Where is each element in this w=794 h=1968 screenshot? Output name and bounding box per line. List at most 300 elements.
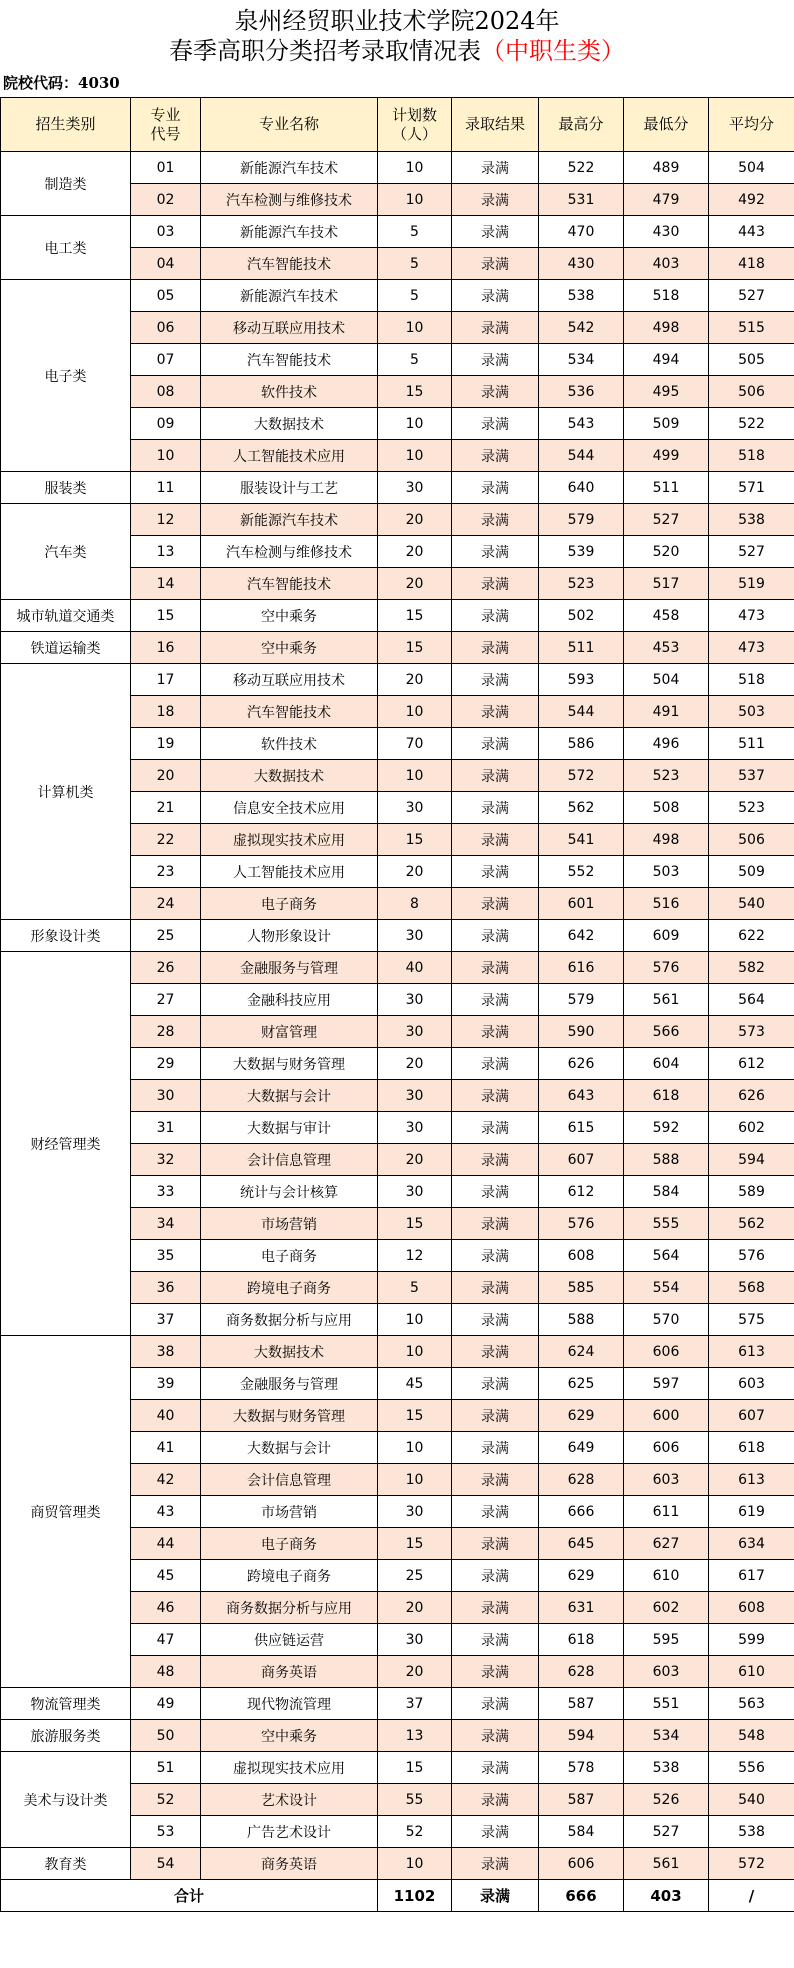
max-score: 615 [539,1112,624,1144]
avg-score: 618 [709,1432,794,1464]
admission-result: 录满 [452,1016,539,1048]
min-score: 508 [624,792,709,824]
major-code: 18 [131,696,201,728]
avg-score: 582 [709,952,794,984]
plan-count: 30 [378,984,452,1016]
major-name: 统计与会计核算 [201,1176,378,1208]
plan-count: 15 [378,1400,452,1432]
major-name: 市场营销 [201,1208,378,1240]
max-score: 607 [539,1144,624,1176]
min-score: 509 [624,408,709,440]
min-score: 561 [624,984,709,1016]
major-code: 33 [131,1176,201,1208]
major-code: 48 [131,1656,201,1688]
category-cell: 美术与设计类 [1,1752,131,1848]
avg-score: 518 [709,440,794,472]
avg-score: 622 [709,920,794,952]
major-name: 空中乘务 [201,1720,378,1752]
major-code: 28 [131,1016,201,1048]
major-name: 虚拟现实技术应用 [201,824,378,856]
avg-score: 573 [709,1016,794,1048]
plan-count: 15 [378,1752,452,1784]
major-name: 人工智能技术应用 [201,440,378,472]
plan-count: 15 [378,824,452,856]
plan-count: 5 [378,280,452,312]
title-highlight: （中职生类） [481,37,625,65]
avg-score: 602 [709,1112,794,1144]
admission-result: 录满 [452,1464,539,1496]
admission-result: 录满 [452,696,539,728]
category-cell: 制造类 [1,152,131,216]
major-name: 人工智能技术应用 [201,856,378,888]
min-score: 403 [624,248,709,280]
plan-count: 55 [378,1784,452,1816]
avg-score: 572 [709,1848,794,1880]
major-code: 07 [131,344,201,376]
plan-count: 70 [378,728,452,760]
total-avg: / [709,1880,794,1912]
plan-count: 30 [378,1016,452,1048]
avg-score: 571 [709,472,794,504]
admission-result: 录满 [452,1592,539,1624]
max-score: 538 [539,280,624,312]
table-row [1,1848,794,1880]
table-row [1,1688,794,1720]
category-cell: 财经管理类 [1,952,131,1336]
admission-result: 录满 [452,1848,539,1880]
min-score: 611 [624,1496,709,1528]
major-code: 14 [131,568,201,600]
max-score: 629 [539,1400,624,1432]
min-score: 609 [624,920,709,952]
major-name: 空中乘务 [201,632,378,664]
max-score: 586 [539,728,624,760]
major-name: 移动互联应用技术 [201,312,378,344]
max-score: 470 [539,216,624,248]
max-score: 588 [539,1304,624,1336]
plan-count: 10 [378,760,452,792]
admission-result: 录满 [452,344,539,376]
max-score: 587 [539,1784,624,1816]
admission-result: 录满 [452,216,539,248]
admission-result: 录满 [452,1496,539,1528]
max-score: 542 [539,312,624,344]
max-score: 536 [539,376,624,408]
major-code: 41 [131,1432,201,1464]
admission-result: 录满 [452,1112,539,1144]
admission-result: 录满 [452,1080,539,1112]
category-cell: 旅游服务类 [1,1720,131,1752]
category-cell: 计算机类 [1,664,131,920]
major-code: 05 [131,280,201,312]
table-row [1,952,794,984]
admission-result: 录满 [452,1784,539,1816]
plan-count: 10 [378,1336,452,1368]
admission-result: 录满 [452,888,539,920]
plan-count: 20 [378,536,452,568]
min-score: 600 [624,1400,709,1432]
max-score: 612 [539,1176,624,1208]
avg-score: 506 [709,824,794,856]
major-code: 21 [131,792,201,824]
table-row [1,632,794,664]
title-line-2 [0,36,794,66]
admission-result: 录满 [452,248,539,280]
admission-result: 录满 [452,1560,539,1592]
plan-count: 25 [378,1560,452,1592]
admission-result: 录满 [452,1144,539,1176]
major-name: 汽车智能技术 [201,696,378,728]
major-name: 会计信息管理 [201,1144,378,1176]
major-name: 汽车智能技术 [201,568,378,600]
major-name: 汽车智能技术 [201,248,378,280]
max-score: 534 [539,344,624,376]
min-score: 458 [624,600,709,632]
max-score: 522 [539,152,624,184]
table-row [1,152,794,184]
major-code: 47 [131,1624,201,1656]
total-max: 666 [539,1880,624,1912]
max-score: 430 [539,248,624,280]
major-code: 34 [131,1208,201,1240]
total-plan: 1102 [378,1880,452,1912]
min-score: 603 [624,1464,709,1496]
admission-result: 录满 [452,1432,539,1464]
major-name: 新能源汽车技术 [201,216,378,248]
title-main: 春季高职分类招考录取情况表 [169,37,481,65]
major-name: 人物形象设计 [201,920,378,952]
min-score: 453 [624,632,709,664]
plan-count: 12 [378,1240,452,1272]
plan-count: 30 [378,1496,452,1528]
avg-score: 509 [709,856,794,888]
plan-count: 15 [378,632,452,664]
plan-count: 10 [378,440,452,472]
min-score: 597 [624,1368,709,1400]
min-score: 498 [624,312,709,344]
major-code: 09 [131,408,201,440]
major-code: 43 [131,1496,201,1528]
plan-count: 5 [378,248,452,280]
admission-result: 录满 [452,1688,539,1720]
min-score: 526 [624,1784,709,1816]
plan-count: 20 [378,1592,452,1624]
admission-result: 录满 [452,760,539,792]
admission-result: 录满 [452,856,539,888]
major-name: 大数据与财务管理 [201,1400,378,1432]
avg-score: 607 [709,1400,794,1432]
major-name: 商务数据分析与应用 [201,1304,378,1336]
major-name: 电子商务 [201,1240,378,1272]
major-name: 新能源汽车技术 [201,280,378,312]
admission-result: 录满 [452,280,539,312]
major-code: 39 [131,1368,201,1400]
plan-count: 10 [378,1432,452,1464]
max-score: 511 [539,632,624,664]
major-name: 软件技术 [201,376,378,408]
max-score: 616 [539,952,624,984]
major-name: 大数据技术 [201,760,378,792]
major-code: 11 [131,472,201,504]
max-score: 572 [539,760,624,792]
major-name: 汽车检测与维修技术 [201,536,378,568]
admission-result: 录满 [452,376,539,408]
major-code: 13 [131,536,201,568]
plan-count: 30 [378,1080,452,1112]
admission-result: 录满 [452,728,539,760]
table-body [1,152,794,1880]
min-score: 516 [624,888,709,920]
avg-score: 575 [709,1304,794,1336]
min-score: 604 [624,1048,709,1080]
admission-result: 录满 [452,408,539,440]
min-score: 551 [624,1688,709,1720]
major-name: 供应链运营 [201,1624,378,1656]
min-score: 603 [624,1656,709,1688]
admission-table [0,97,794,1912]
major-name: 移动互联应用技术 [201,664,378,696]
category-cell: 电工类 [1,216,131,280]
avg-score: 617 [709,1560,794,1592]
min-score: 511 [624,472,709,504]
plan-count: 5 [378,1272,452,1304]
avg-score: 564 [709,984,794,1016]
min-score: 606 [624,1432,709,1464]
table-row [1,1720,794,1752]
avg-score: 506 [709,376,794,408]
avg-score: 418 [709,248,794,280]
admission-result: 录满 [452,1368,539,1400]
min-score: 564 [624,1240,709,1272]
major-code: 40 [131,1400,201,1432]
avg-score: 527 [709,536,794,568]
major-code: 51 [131,1752,201,1784]
header-category: 招生类别 [1,98,131,152]
admission-result: 录满 [452,824,539,856]
min-score: 479 [624,184,709,216]
major-name: 大数据技术 [201,1336,378,1368]
major-name: 跨境电子商务 [201,1560,378,1592]
avg-score: 473 [709,632,794,664]
min-score: 520 [624,536,709,568]
plan-count: 10 [378,408,452,440]
table-row [1,216,794,248]
avg-score: 613 [709,1336,794,1368]
major-name: 大数据与会计 [201,1080,378,1112]
header-code: 专业代号 [131,98,201,152]
admission-result: 录满 [452,504,539,536]
plan-count: 40 [378,952,452,984]
major-code: 10 [131,440,201,472]
major-name: 大数据与财务管理 [201,1048,378,1080]
table-row [1,280,794,312]
major-code: 15 [131,600,201,632]
max-score: 544 [539,696,624,728]
plan-count: 37 [378,1688,452,1720]
plan-count: 20 [378,504,452,536]
table-row [1,664,794,696]
major-code: 32 [131,1144,201,1176]
max-score: 601 [539,888,624,920]
min-score: 499 [624,440,709,472]
plan-count: 13 [378,1720,452,1752]
avg-score: 492 [709,184,794,216]
header-row [1,98,794,152]
total-min: 403 [624,1880,709,1912]
avg-score: 443 [709,216,794,248]
min-score: 430 [624,216,709,248]
max-score: 626 [539,1048,624,1080]
category-cell: 教育类 [1,1848,131,1880]
admission-result: 录满 [452,952,539,984]
major-code: 22 [131,824,201,856]
max-score: 590 [539,1016,624,1048]
avg-score: 527 [709,280,794,312]
admission-result: 录满 [452,1752,539,1784]
min-score: 584 [624,1176,709,1208]
min-score: 554 [624,1272,709,1304]
major-code: 12 [131,504,201,536]
avg-score: 608 [709,1592,794,1624]
major-name: 大数据技术 [201,408,378,440]
avg-score: 589 [709,1176,794,1208]
min-score: 498 [624,824,709,856]
avg-score: 562 [709,1208,794,1240]
min-score: 538 [624,1752,709,1784]
plan-count: 15 [378,376,452,408]
admission-result: 录满 [452,1528,539,1560]
plan-count: 30 [378,1624,452,1656]
admission-result: 录满 [452,1816,539,1848]
admission-result: 录满 [452,1176,539,1208]
avg-score: 548 [709,1720,794,1752]
admission-result: 录满 [452,536,539,568]
table-row [1,472,794,504]
total-label: 合计 [1,1880,378,1912]
category-cell: 商贸管理类 [1,1336,131,1688]
major-code: 24 [131,888,201,920]
max-score: 576 [539,1208,624,1240]
avg-score: 473 [709,600,794,632]
major-code: 46 [131,1592,201,1624]
major-name: 艺术设计 [201,1784,378,1816]
min-score: 566 [624,1016,709,1048]
max-score: 552 [539,856,624,888]
max-score: 579 [539,504,624,536]
max-score: 645 [539,1528,624,1560]
major-name: 汽车检测与维修技术 [201,184,378,216]
major-code: 54 [131,1848,201,1880]
major-code: 50 [131,1720,201,1752]
major-name: 服装设计与工艺 [201,472,378,504]
plan-count: 15 [378,1528,452,1560]
admission-result: 录满 [452,1624,539,1656]
max-score: 666 [539,1496,624,1528]
major-code: 20 [131,760,201,792]
max-score: 539 [539,536,624,568]
major-code: 04 [131,248,201,280]
avg-score: 619 [709,1496,794,1528]
major-code: 17 [131,664,201,696]
avg-score: 626 [709,1080,794,1112]
major-name: 跨境电子商务 [201,1272,378,1304]
major-code: 30 [131,1080,201,1112]
plan-count: 10 [378,1848,452,1880]
avg-score: 610 [709,1656,794,1688]
avg-score: 537 [709,760,794,792]
major-code: 02 [131,184,201,216]
major-name: 电子商务 [201,1528,378,1560]
plan-count: 15 [378,600,452,632]
major-name: 电子商务 [201,888,378,920]
major-code: 08 [131,376,201,408]
max-score: 631 [539,1592,624,1624]
category-cell: 形象设计类 [1,920,131,952]
min-score: 517 [624,568,709,600]
admission-result: 录满 [452,1240,539,1272]
max-score: 649 [539,1432,624,1464]
major-code: 16 [131,632,201,664]
school-code: 院校代码：4030 [3,74,120,92]
min-score: 588 [624,1144,709,1176]
plan-count: 10 [378,1464,452,1496]
major-name: 商务英语 [201,1656,378,1688]
plan-count: 10 [378,184,452,216]
major-code: 37 [131,1304,201,1336]
plan-count: 20 [378,1048,452,1080]
major-name: 金融服务与管理 [201,1368,378,1400]
avg-score: 505 [709,344,794,376]
min-score: 491 [624,696,709,728]
max-score: 544 [539,440,624,472]
max-score: 585 [539,1272,624,1304]
major-name: 金融科技应用 [201,984,378,1016]
max-score: 608 [539,1240,624,1272]
category-cell: 电子类 [1,280,131,472]
min-score: 592 [624,1112,709,1144]
major-name: 财富管理 [201,1016,378,1048]
avg-score: 522 [709,408,794,440]
avg-score: 540 [709,1784,794,1816]
major-code: 52 [131,1784,201,1816]
avg-score: 563 [709,1688,794,1720]
max-score: 629 [539,1560,624,1592]
max-score: 593 [539,664,624,696]
major-name: 会计信息管理 [201,1464,378,1496]
max-score: 624 [539,1336,624,1368]
max-score: 594 [539,1720,624,1752]
major-code: 44 [131,1528,201,1560]
plan-count: 30 [378,920,452,952]
admission-result: 录满 [452,440,539,472]
plan-count: 5 [378,344,452,376]
avg-score: 594 [709,1144,794,1176]
admission-result: 录满 [452,984,539,1016]
plan-count: 20 [378,856,452,888]
category-cell: 服装类 [1,472,131,504]
max-score: 642 [539,920,624,952]
title-line-1: 泉州经贸职业技术学院2024年 [234,7,560,35]
avg-score: 613 [709,1464,794,1496]
major-code: 49 [131,1688,201,1720]
min-score: 606 [624,1336,709,1368]
plan-count: 30 [378,792,452,824]
min-score: 627 [624,1528,709,1560]
avg-score: 518 [709,664,794,696]
avg-score: 504 [709,152,794,184]
major-code: 25 [131,920,201,952]
avg-score: 511 [709,728,794,760]
